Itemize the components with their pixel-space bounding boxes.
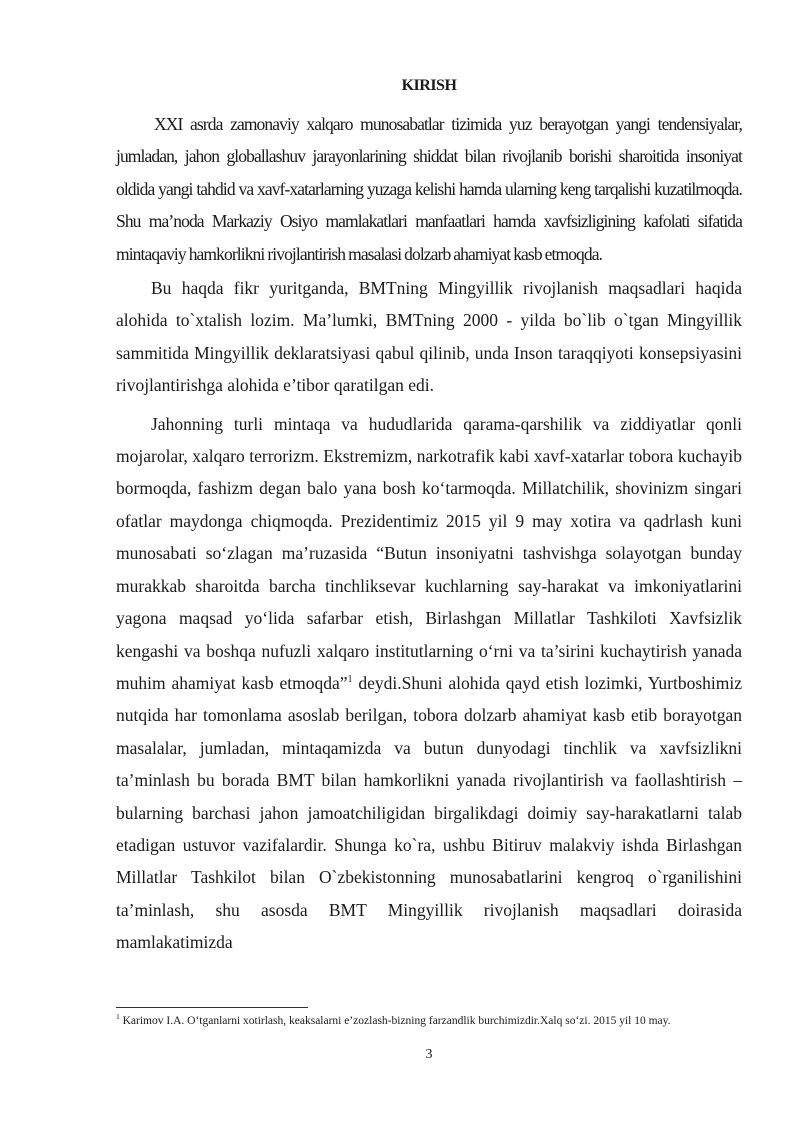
footnote-divider [116, 1007, 308, 1008]
section-title: KIRISH [401, 77, 457, 94]
footnote [116, 1014, 742, 1028]
paragraph-threats-part1: Jahonning turli mintaqa va hududlarida qarama-qarshilik va ziddiyatlar qonli mojarolar, xalqaro terrorizm. Ekstremizm, narkotrafik kabi xavf-xatarlar tobora kuchayib bormoqda, fashizm degan balo yana bosh ko‘tarmoqda. Millatchilik, shovinizm singari ofatlar maydonga chiqmoqda. Prezidentimiz 2015 yil 9 may xotira va qadrlash kuni munosabati so‘zlagan ma’ruzasida “Butun insoniyatni tashvishga solayotgan bunday murakkab sharoitda barcha tinchliksevar kuchlarning say-harakat va imkoniyatlarini yagona maqsad yo‘lida safarbar etish, Birlashgan Millatlar Tashkiloti Xavfsizlik kengashi va boshqa nufuzli xalqaro institutlarning o‘rni va ta’sirini kuchaytirish yanada muhim ahamiyat kasb etmoqda” [116, 413, 742, 693]
body-text [116, 108, 742, 959]
paragraph-mdg: Bu haqda fikr yuritganda, BMTning Mingyillik rivojlanish maqsadlari haqida alohida to`xtalish lozim. Ma’lumki, BMTning 2000 - yilda bo`lib o`tgan Mingyillik sammitida Mingyillik deklaratsiyasi qabul qilinib, unda Inson taraqqiyoti konsepsiyasini rivojlantirishga alohida e’tibor qaratilgan edi. [116, 278, 742, 396]
paragraph-threats [116, 408, 742, 959]
footnote-text: Karimov I.A. O‘tganlarni xotirlash, keaksalarni e’zozlash-bizning farzandlik burchimizdir.Xalq so‘zi. 2015 yil 10 may. [119, 1015, 671, 1027]
footnote-marker: 1 [116, 1012, 120, 1022]
page-number: 3 [425, 1047, 433, 1062]
footnote-reference[interactable]: 1 [347, 674, 353, 686]
paragraph-intro: XXI asrda zamonaviy xalqaro munosabatlar tizimida yuz berayotgan yangi tendensiyalar, jumladan, jahon globallashuv jarayonlarining shiddat bilan rivojlanib borishi sharoitida insoniyat oldida yangi tahdid va xavf-xatarlarning yuzaga kelishi hamda ularning keng tarqalishi kuzatilmoqda. Shu ma’noda Markaziy Osiyo mamlakatlari manfaatlari hamda xavfsizligining kafolati sifatida mintaqaviy hamkorlikni rivojlantirish masalasi dolzarb ahamiyat kasb etmoqda. [116, 114, 742, 264]
paragraph-threats-part2: deydi.Shuni alohida qayd etish lozimki, Yurtboshimiz nutqida har tomonlama asoslab berilgan, tobora dolzarb ahamiyat kasb etib borayotgan masalalar, jumladan, mintaqamizda va butun dunyodagi tinchlik va xavfsizlikni ta’minlash bu borada BMT bilan hamkorlikni yanada rivojlantirish va faollashtirish – bularning barchasi jahon jamoatchiligidan birgalikdagi doimiy say-harakatlarni talab etadigan ustuvor vazifalardir. Shunga ko`ra, ushbu Bitiruv malakviy ishda Birlashgan Millatlar Tashkilot bilan O`zbekistonning munosabatlarini kengroq o`rganilishini ta’minlash, shu asosda BMT Mingyillik rivojlanish maqsadlari doirasida mamlakatimizda [116, 672, 743, 953]
